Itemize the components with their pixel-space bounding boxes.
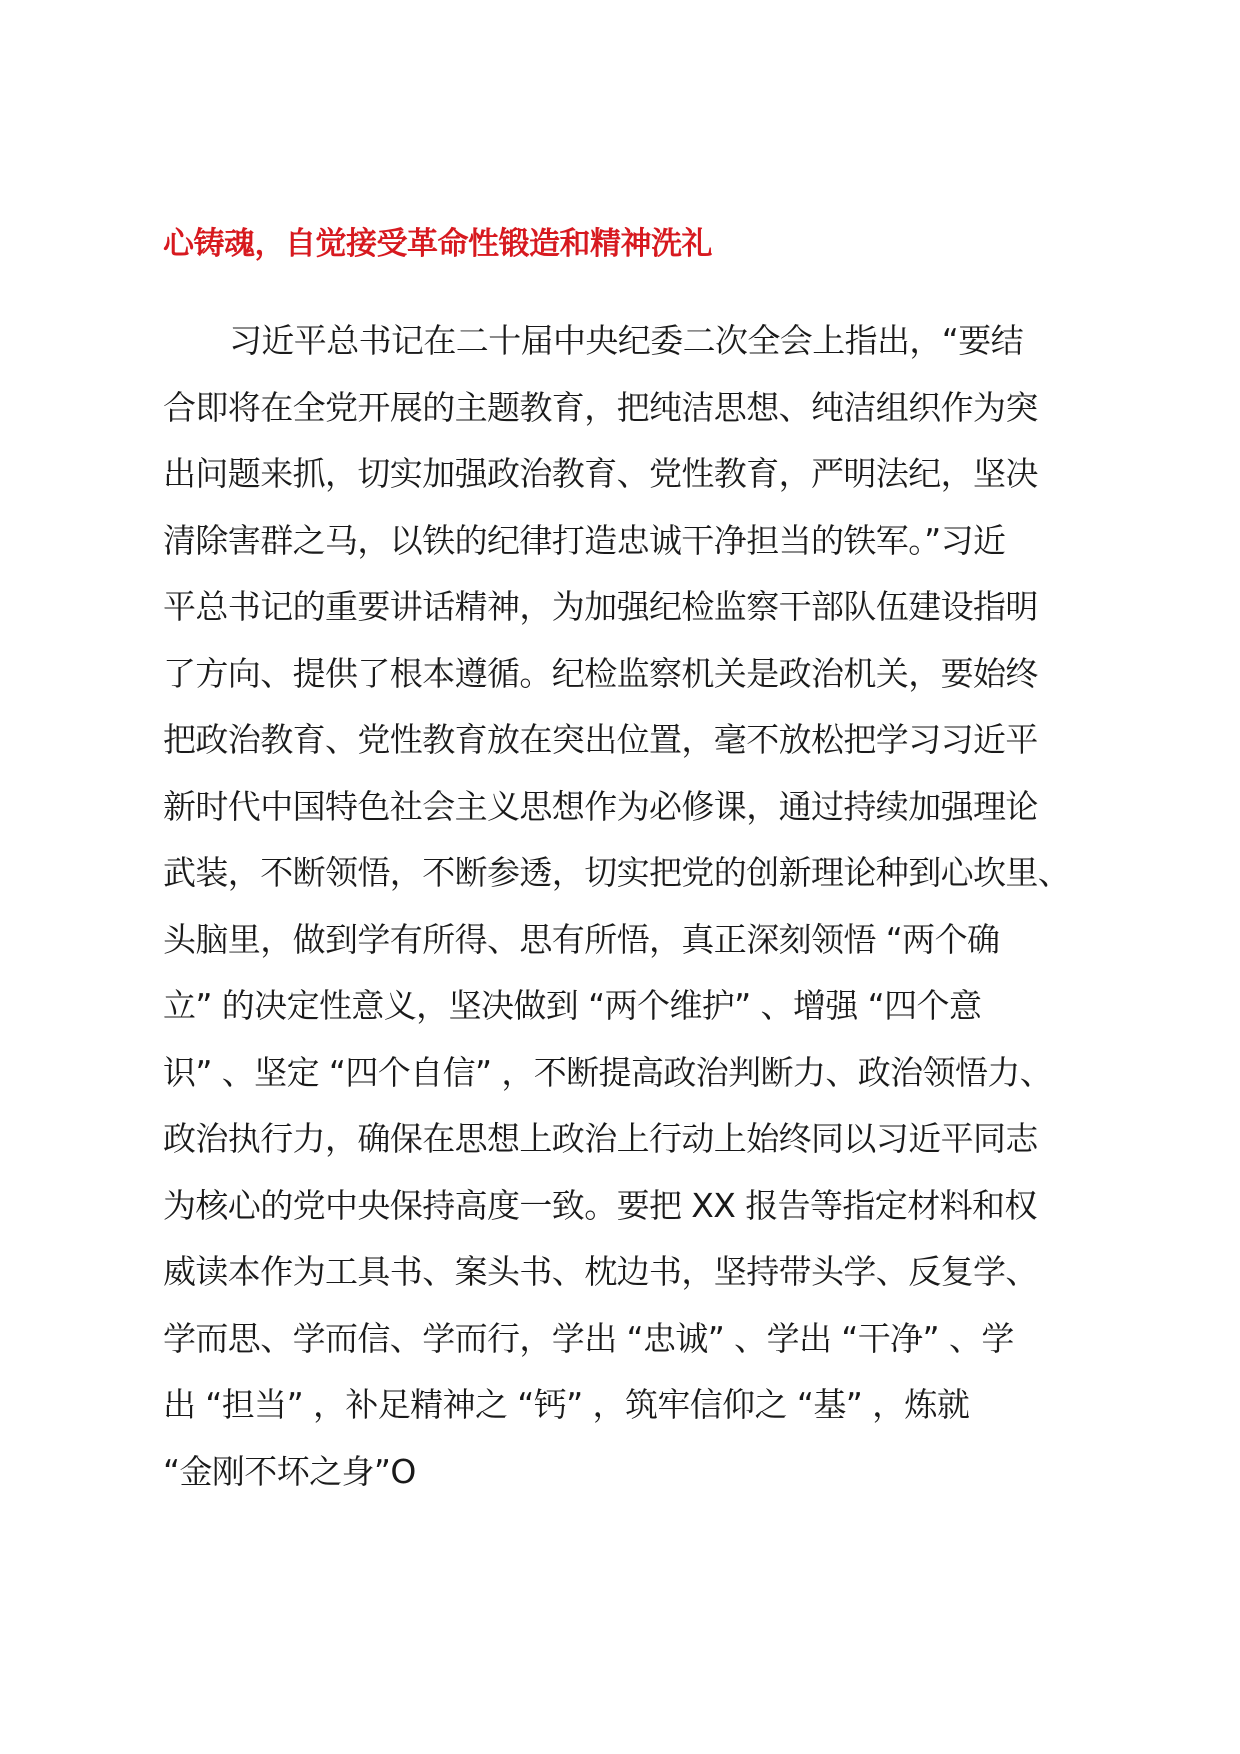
paragraph-line: 武装，不断领悟，不断参透，切实把党的创新理论种到心坎里、 bbox=[163, 853, 1071, 892]
paragraph-line: 政治执行力，确保在思想上政治上行动上始终同以习近平同志 bbox=[163, 1119, 1038, 1158]
paragraph-line: 清除害群之马，以铁的纪律打造忠诚干净担当的铁军。”习近 bbox=[163, 520, 1006, 560]
paragraph-line: 平总书记的重要讲话精神，为加强纪检监察干部队伍建设指明 bbox=[163, 587, 1038, 626]
section-heading: 心铸魂，自觉接受革命性锻造和精神洗礼 bbox=[163, 226, 712, 262]
paragraph-line: 新时代中国特色社会主义思想作为必修课，通过持续加强理论 bbox=[163, 786, 1038, 826]
paragraph-line: 出问题来抓，切实加强政治教育、党性教育，严明法纪，坚决 bbox=[163, 454, 1038, 493]
paragraph-line: 把政治教育、党性教育放在突出位置，毫不放松把学习习近平 bbox=[163, 720, 1038, 759]
paragraph-line: 习近平总书记在二十届中央纪委二次全会上指出，“要结 bbox=[229, 321, 1024, 360]
paragraph-line: 学而思、学而信、学而行，学出 “忠诚” 、学出 “干净” 、学 bbox=[163, 1318, 1014, 1358]
paragraph-line: 合即将在全党开展的主题教育，把纯洁思想、纯洁组织作为突 bbox=[163, 387, 1038, 427]
paragraph-line: 头脑里，做到学有所得、思有所悟，真正深刻领悟 “两个确 bbox=[163, 919, 1000, 959]
paragraph-line: 识” 、坚定 “四个自信” ，不断提高政治判断力、政治领悟力、 bbox=[163, 1052, 1053, 1092]
paragraph-line: “金刚不坏之身”O bbox=[163, 1451, 416, 1491]
body-paragraph bbox=[163, 308, 1103, 1505]
paragraph-line: 为核心的党中央保持高度一致。要把 XX 报告等指定材料和权 bbox=[163, 1185, 1037, 1225]
paragraph-line: 威读本作为工具书、案头书、枕边书，坚持带头学、反复学、 bbox=[163, 1252, 1038, 1291]
paragraph-line: 出 “担当” ，补足精神之 “钙” ，筑牢信仰之 “基” ，炼就 bbox=[163, 1385, 970, 1424]
paragraph-line: 立” 的决定性意义，坚决做到 “两个维护” 、增强 “四个意 bbox=[163, 986, 982, 1025]
paragraph-line: 了方向、提供了根本遵循。纪检监察机关是政治机关，要始终 bbox=[163, 653, 1038, 693]
